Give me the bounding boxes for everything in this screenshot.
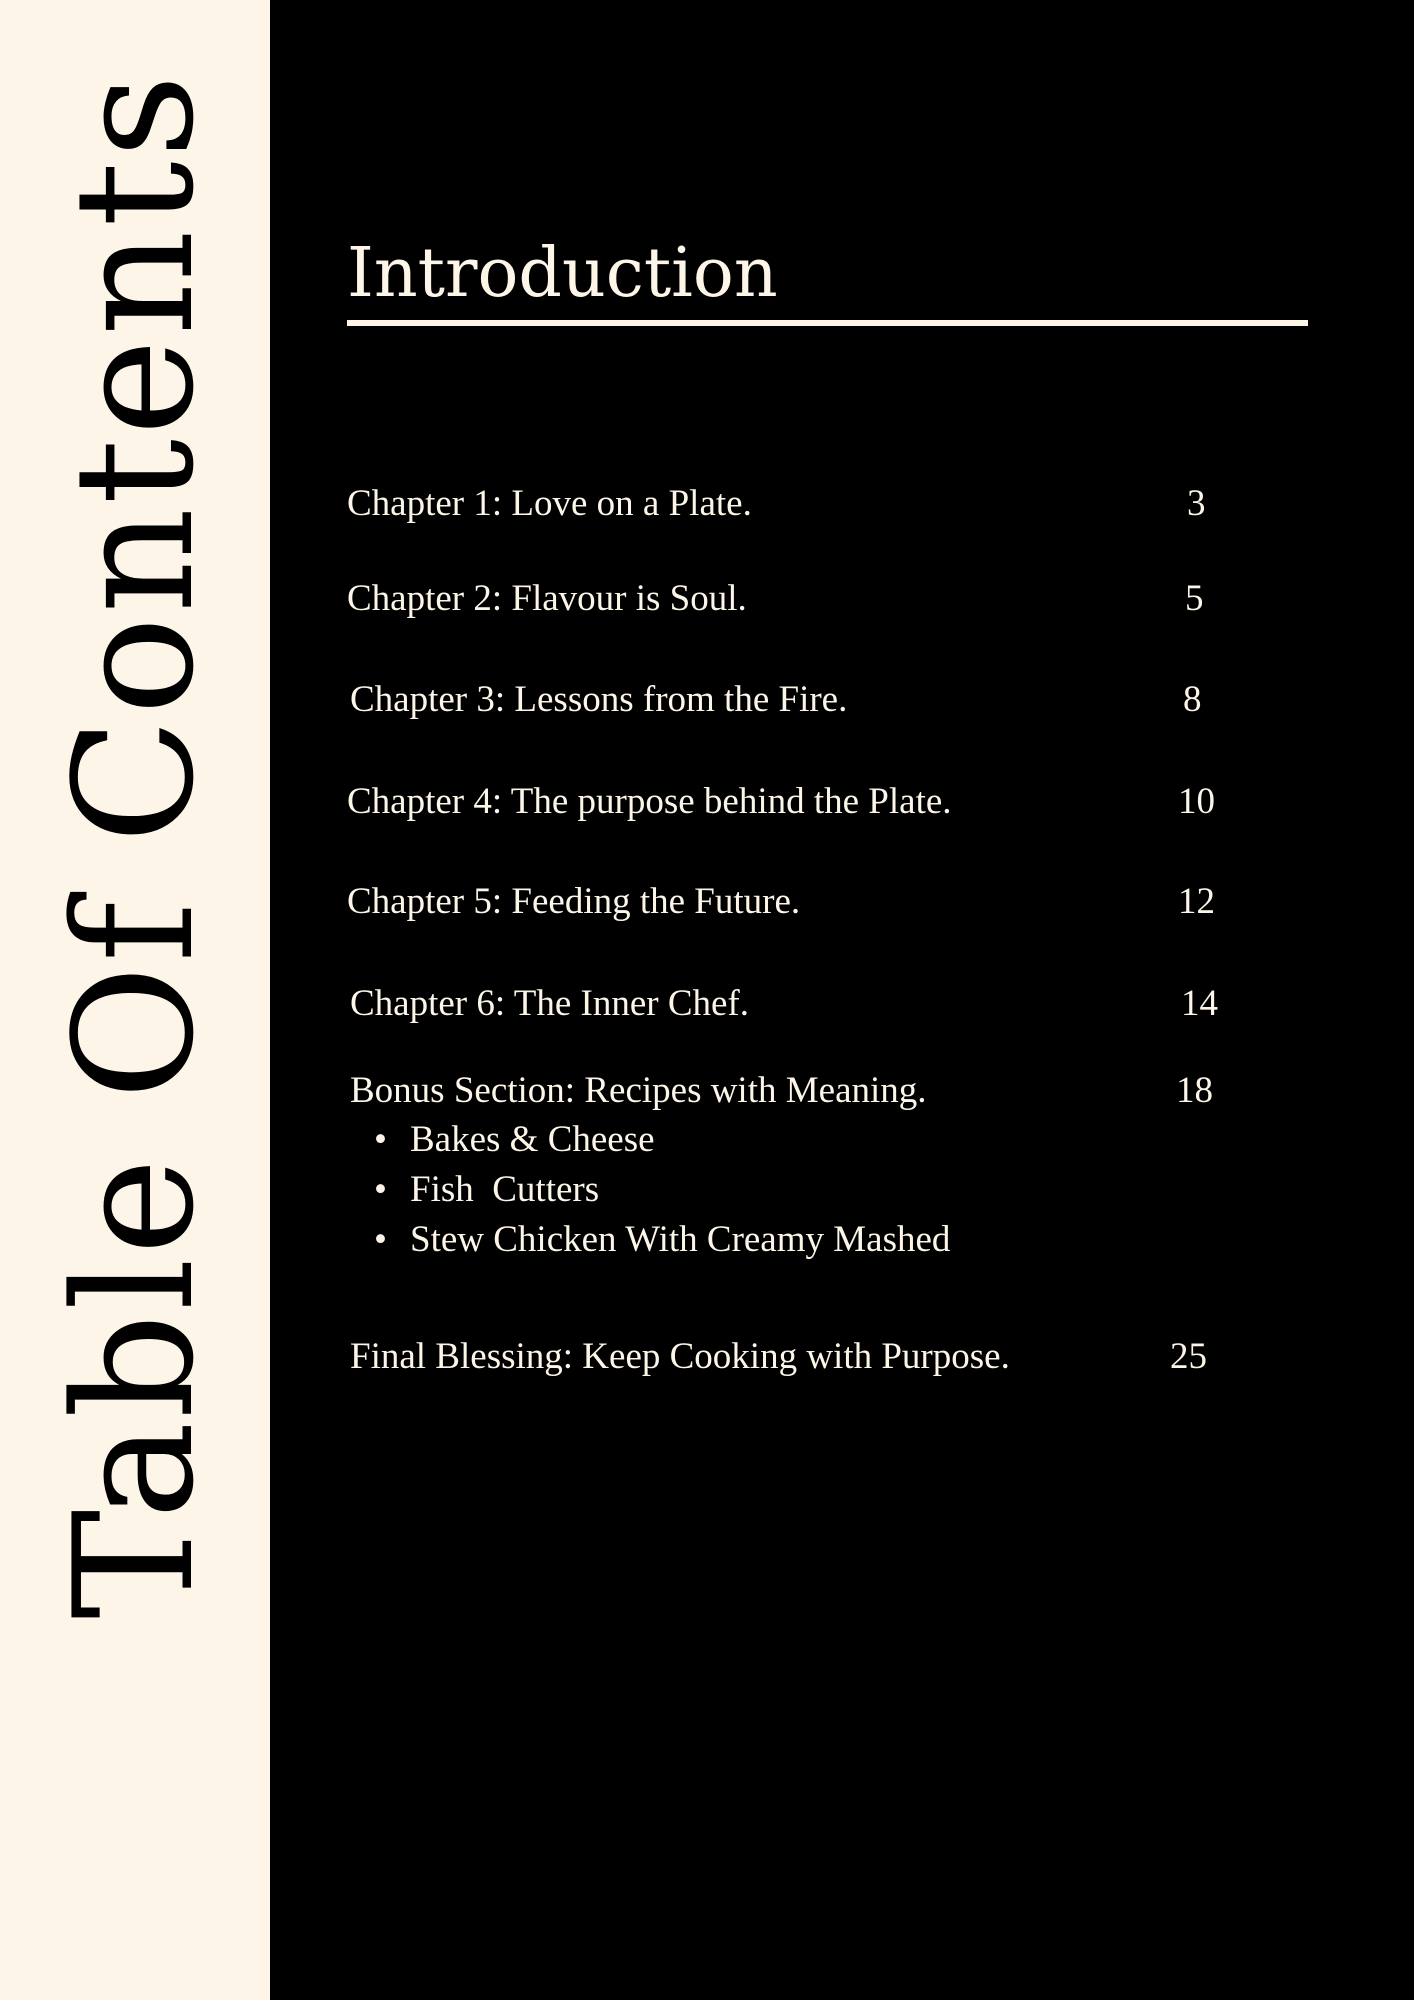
table-of-contents-title: Table Of Contents (39, 71, 230, 1619)
toc-row-chapter-6[interactable] (270, 979, 1414, 1029)
final-blessing-title: Final Blessing: Keep Cooking with Purpose. (350, 1336, 1010, 1377)
recipe-name: Stew Chicken With Creamy Mashed (410, 1219, 951, 1260)
introduction-heading: Introduction (347, 234, 778, 313)
bullet-icon: • (374, 1119, 387, 1160)
sidebar (0, 0, 270, 2000)
main-panel (270, 0, 1414, 2000)
list-item (350, 1215, 950, 1265)
recipe-name: Fish Cutters (410, 1169, 600, 1210)
toc-row-final-blessing[interactable] (270, 1332, 1414, 1382)
chapter-page-number: 8 (1183, 679, 1202, 720)
bullet-icon: • (374, 1169, 387, 1210)
chapter-title: Chapter 1: Love on a Plate. (347, 483, 752, 524)
bonus-section-page-number: 18 (1176, 1070, 1213, 1111)
chapter-title: Chapter 3: Lessons from the Fire. (350, 679, 848, 720)
toc-row-chapter-1[interactable] (270, 479, 1414, 529)
heading-underline (347, 320, 1308, 326)
toc-row-chapter-5[interactable] (270, 877, 1414, 927)
bullet-icon: • (374, 1219, 387, 1260)
chapter-page-number: 12 (1178, 881, 1215, 922)
chapter-page-number: 14 (1181, 983, 1218, 1024)
list-item (350, 1115, 950, 1165)
chapter-page-number: 3 (1187, 483, 1206, 524)
list-item (350, 1165, 950, 1215)
chapter-page-number: 5 (1185, 578, 1204, 619)
toc-row-chapter-3[interactable] (270, 675, 1414, 725)
final-blessing-page-number: 25 (1170, 1336, 1207, 1377)
toc-row-chapter-4[interactable] (270, 777, 1414, 827)
bonus-section-title: Bonus Section: Recipes with Meaning. (350, 1070, 927, 1111)
chapter-page-number: 10 (1178, 781, 1215, 822)
chapter-title: Chapter 2: Flavour is Soul. (347, 578, 747, 619)
toc-row-chapter-2[interactable] (270, 574, 1414, 624)
recipe-name: Bakes & Cheese (410, 1119, 655, 1160)
bonus-recipe-list (350, 1115, 950, 1265)
chapter-title: Chapter 6: The Inner Chef. (350, 983, 749, 1024)
chapter-title: Chapter 5: Feeding the Future. (347, 881, 801, 922)
chapter-title: Chapter 4: The purpose behind the Plate. (347, 781, 952, 822)
toc-row-bonus-section[interactable] (270, 1066, 1414, 1116)
